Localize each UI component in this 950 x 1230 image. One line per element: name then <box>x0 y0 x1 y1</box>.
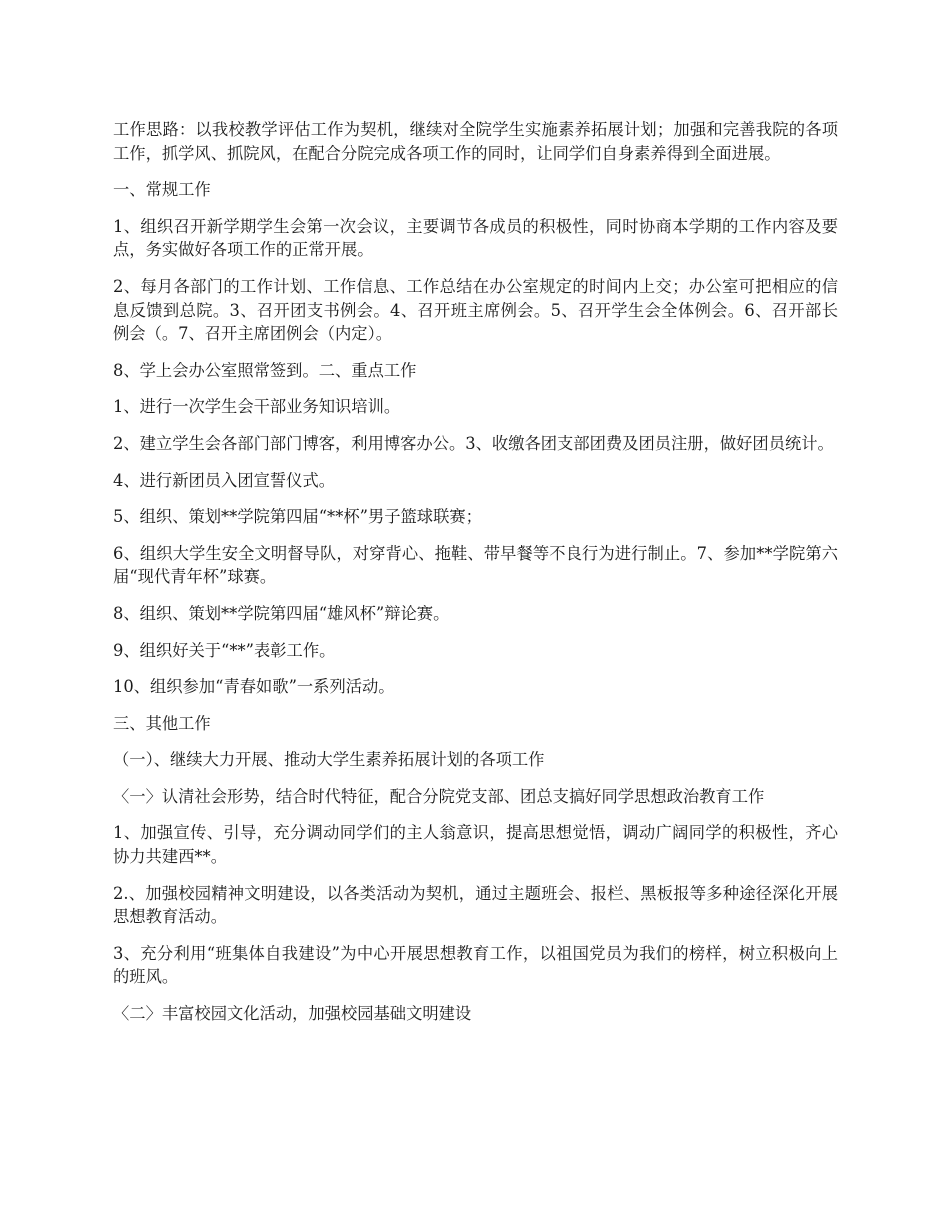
section-heading-routine-work: 一、常规工作 <box>113 180 211 200</box>
sub-subsection-2-heading: 〈二〉丰富校园文化活动，加强校园基础文明建设 <box>113 1004 472 1024</box>
key-item-10: 10、组织参加“青春如歌”一系列活动。 <box>113 677 395 697</box>
routine-item-2: 2、每月各部门的工作计划、工作信息、工作总结在办公室规定的时间内上交；办公室可把相应的信息反馈到总院。3、召开团支书例会。4、召开班主席例会。5、召开学生会全体例会。6、召开部长例会（。7、召开主席团例会（内定）。 <box>113 276 838 344</box>
key-item-9: 9、组织好关于“**”表彰工作。 <box>113 640 336 660</box>
document-body <box>113 118 838 1039</box>
key-item-2: 2、建立学生会各部门部门博客，利用博客办公。3、收缴各团支部团费及团员注册，做好团员统计。 <box>113 433 834 453</box>
subsection-1-heading: （一）、继续大力开展、推动大学生素养拓展计划的各项工作 <box>113 750 545 770</box>
key-item-4: 4、进行新团员入团宣誓仪式。 <box>113 470 336 490</box>
other-item-3: 3、充分利用“班集体自我建设”为中心开展思想教育工作，以祖国党员为我们的榜样，树立积极向上的班风。 <box>113 943 838 987</box>
work-idea-paragraph: 工作思路：以我校教学评估工作为契机，继续对全院学生实施素养拓展计划；加强和完善我院的各项工作，抓学风、抓院风，在配合分院完成各项工作的同时，让同学们自身素养得到全面进展。 <box>113 120 838 163</box>
section-heading-other-work: 三、其他工作 <box>113 713 211 733</box>
other-item-2: 2.、加强校园精神文明建设，以各类活动为契机，通过主题班会、报栏、黑板报等多种途径深化开展思想教育活动。 <box>113 883 838 927</box>
key-item-6: 6、组织大学生安全文明督导队，对穿背心、拖鞋、带早餐等不良行为进行制止。7、参加**学院第六届“现代青年杯”球赛。 <box>113 543 838 587</box>
key-item-1: 1、进行一次学生会干部业务知识培训。 <box>113 397 401 417</box>
key-item-5: 5、组织、策划**学院第四届“**杯”男子篮球联赛； <box>113 507 482 527</box>
sub-subsection-1-heading: 〈一〉认清社会形势，结合时代特征，配合分院党支部、团总支搞好同学思想政治教育工作 <box>113 786 765 806</box>
routine-item-1: 1、组织召开新学期学生会第一次会议，主要调节各成员的积极性，同时协商本学期的工作内容及要点，务实做好各项工作的正常开展。 <box>113 216 838 260</box>
other-item-1: 1、加强宣传、引导，充分调动同学们的主人翁意识，提高思想觉悟，调动广阔同学的积极性，齐心协力共建西**。 <box>113 823 838 867</box>
routine-item-8: 8、学上会办公室照常签到。二、重点工作 <box>113 360 417 380</box>
key-item-8: 8、组织、策划**学院第四届“雄风杯”辩论赛。 <box>113 603 450 623</box>
